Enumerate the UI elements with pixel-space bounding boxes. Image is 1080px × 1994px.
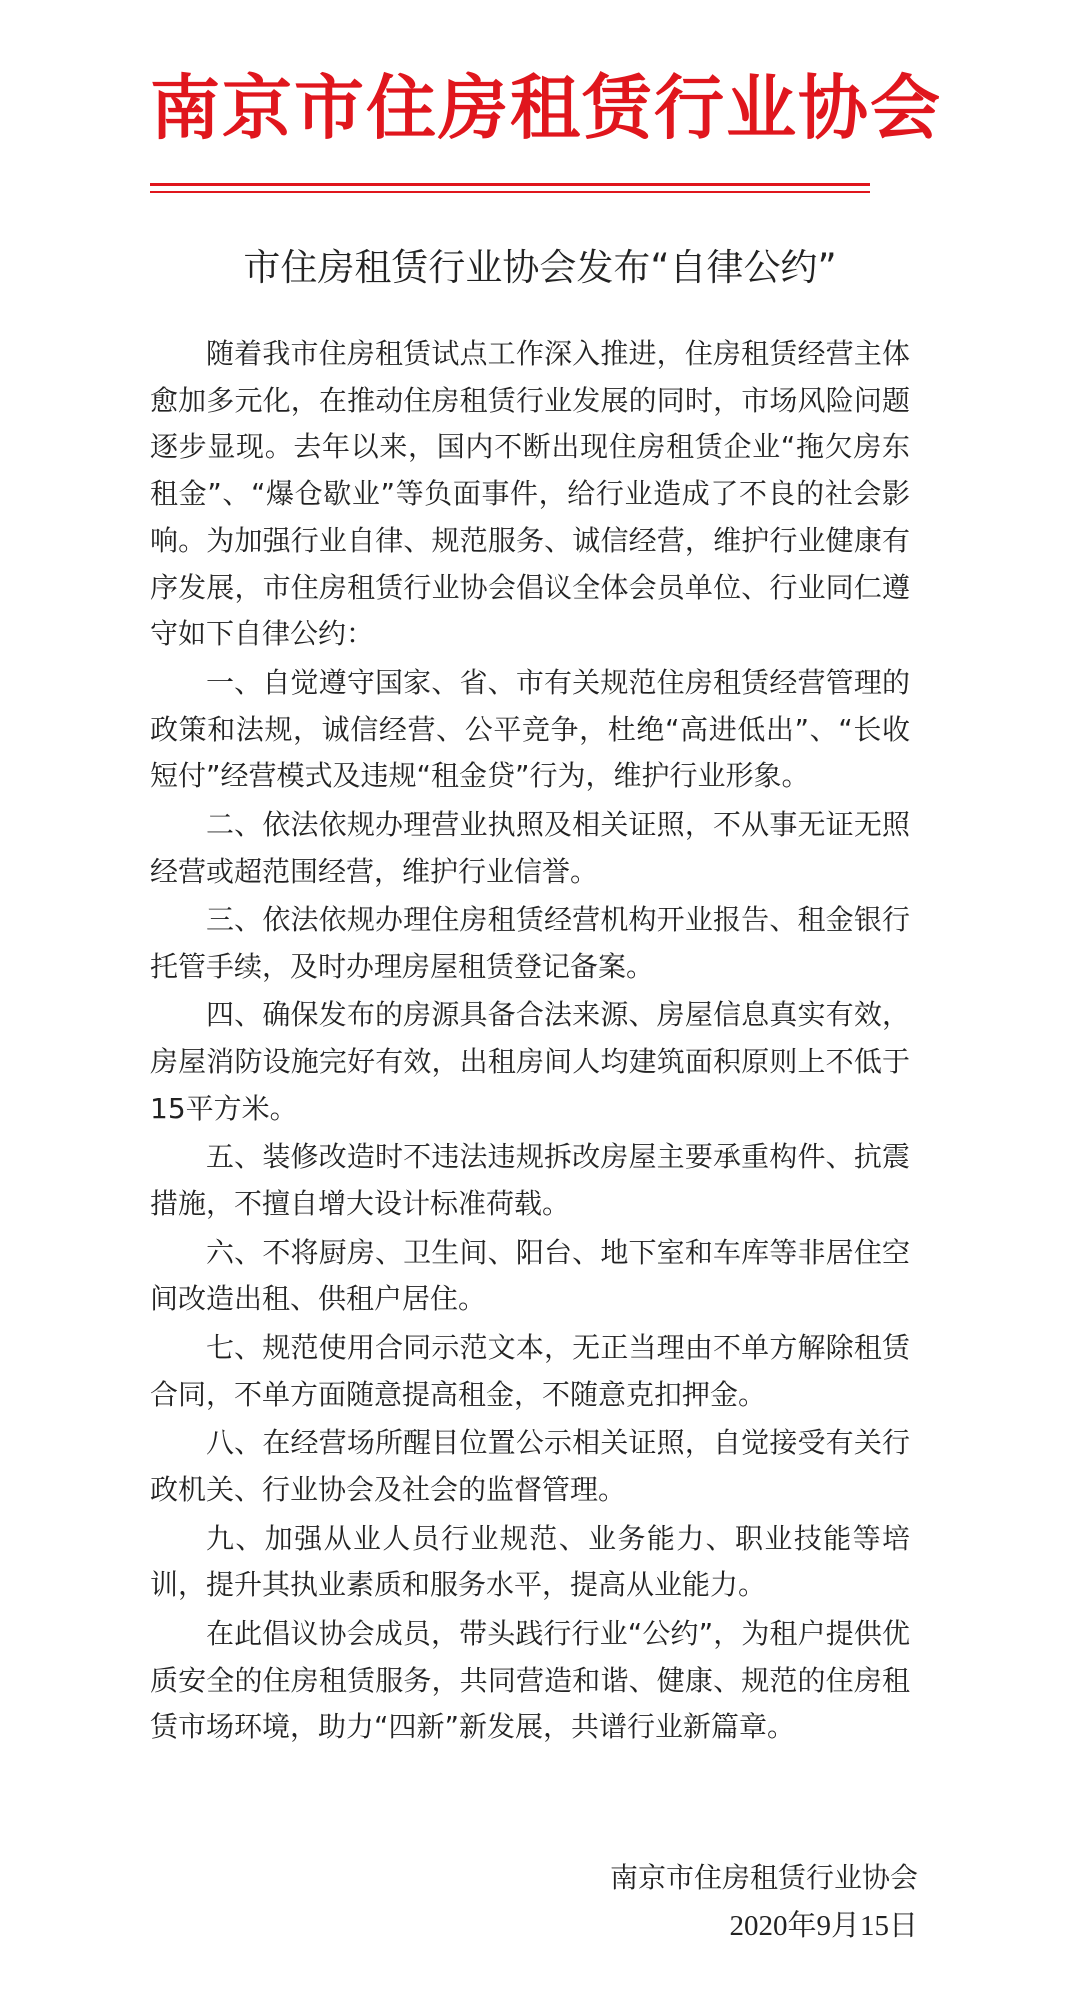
masthead-org-name: 南京市住房租赁行业协会: [150, 67, 942, 149]
signature-organization: 南京市住房租赁行业协会: [609, 1861, 918, 1894]
paragraph-item-9: 九、加强从业人员行业规范、业务能力、职业技能等培训，提升其执业素质和服务水平，提高从业能力。: [150, 1521, 910, 1602]
document-body: [150, 331, 910, 1753]
paragraph-item-7: 七、规范使用合同示范文本，无正当理由不单方解除租赁合同，不单方面随意提高租金，不随意克扣押金。: [150, 1331, 910, 1411]
paragraph-item-2: 二、依法依规办理营业执照及相关证照，不从事无证无照经营或超范围经营，维护行业信誉。: [150, 807, 910, 888]
masthead-rule-thin: [150, 191, 870, 193]
masthead-rule-thick: [150, 183, 870, 186]
signature-date: 2020年9月15日: [729, 1910, 918, 1942]
paragraph-item-1: 一、自觉遵守国家、省、市有关规范住房租赁经营管理的政策和法规，诚信经营、公平竞争，杜绝“高进低出”、“长收短付”经营模式及违规“租金贷”行为，维护行业形象。: [150, 665, 910, 793]
paragraph-item-8: 八、在经营场所醒目位置公示相关证照，自觉接受有关行政机关、行业协会及社会的监督管理。: [150, 1426, 910, 1506]
paragraph-intro: 随着我市住房租赁试点工作深入推进，住房租赁经营主体愈加多元化，在推动住房租赁行业发展的同时，市场风险问题逐步显现。去年以来，国内不断出现住房租赁企业“拖欠房东租金”、“爆仓歇业”等负面事件，给行业造成了不良的社会影响。为加强行业自律、规范服务、诚信经营，维护行业健康有序发展，市住房租赁行业协会倡议全体会员单位、行业同仁遵守如下自律公约：: [150, 337, 910, 651]
paragraph-closing: 在此倡议协会成员，带头践行行业“公约”，为租户提供优质安全的住房租赁服务，共同营造和谐、健康、规范的住房租赁市场环境，助力“四新”新发展，共谱行业新篇章。: [150, 1616, 910, 1744]
paragraph-item-3: 三、依法依规办理住房租赁经营机构开业报告、租金银行托管手续，及时办理房屋租赁登记备案。: [150, 903, 910, 983]
document-title: 市住房租赁行业协会发布“自律公约”: [243, 246, 837, 289]
paragraph-item-4: 四、确保发布的房源具备合法来源、房屋信息真实有效，房屋消防设施完好有效，出租房间人均建筑面积原则上不低于15平方米。: [150, 998, 910, 1125]
paragraph-item-6: 六、不将厨房、卫生间、阳台、地下室和车库等非居住空间改造出租、供租户居住。: [150, 1235, 910, 1316]
paragraph-item-5: 五、装修改造时不违法违规拆改房屋主要承重构件、抗震措施，不擅自增大设计标准荷载。: [150, 1140, 910, 1221]
